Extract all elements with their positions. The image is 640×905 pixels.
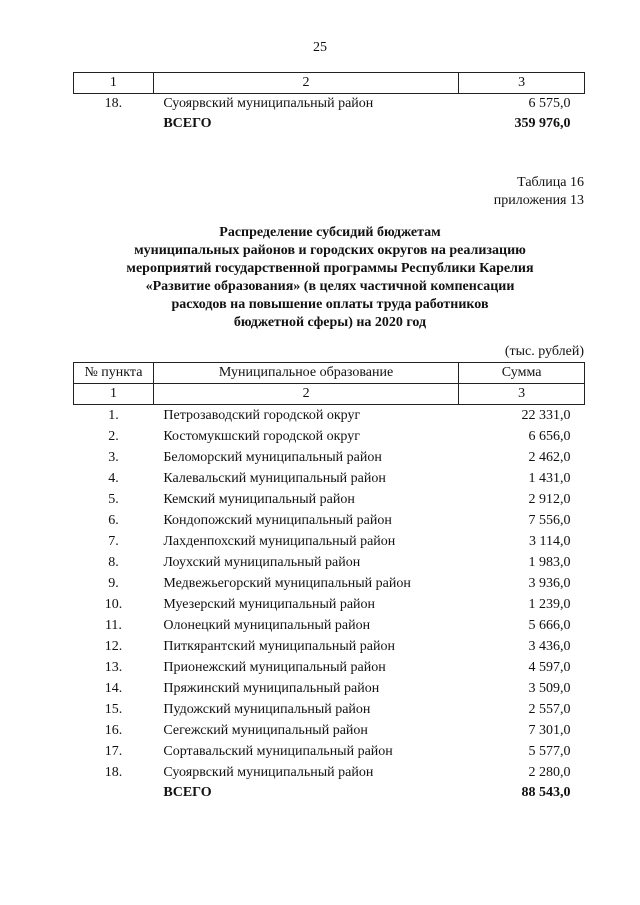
table-row: [74, 405, 585, 427]
table-row: [74, 489, 585, 510]
row-sum: 22 331,0: [521, 408, 571, 423]
table-row: [74, 741, 585, 762]
row-number: 3.: [108, 450, 119, 465]
table-row: [74, 657, 585, 678]
col-number-1: 1: [74, 384, 154, 405]
row-sum: 1 431,0: [528, 471, 571, 486]
table-row: [74, 762, 585, 783]
table-row: [74, 678, 585, 699]
table-label-appendix: приложения 13: [493, 193, 584, 208]
municipality-name: Калевальский муниципальный район: [163, 471, 386, 486]
row-sum: 3 936,0: [528, 576, 571, 591]
row-sum: 1 239,0: [528, 597, 571, 612]
municipality-name: Пряжинский муниципальный район: [163, 681, 380, 696]
table-row: [74, 510, 585, 531]
table-row: [74, 720, 585, 741]
row-number: 13.: [104, 660, 123, 675]
total-label: ВСЕГО: [163, 116, 212, 131]
continuation-table: [73, 72, 585, 134]
row-sum: 7 556,0: [528, 513, 571, 528]
subsidy-table: [73, 362, 585, 803]
row-sum: 3 436,0: [528, 639, 571, 654]
title-line: бюджетной сферы) на 2020 год: [233, 315, 427, 330]
table-row: [74, 94, 585, 115]
row-number: 2.: [108, 429, 119, 444]
row-sum: 6 575,0: [528, 96, 571, 111]
table-label-number: Таблица 16: [517, 175, 584, 190]
row-sum: 2 557,0: [528, 702, 571, 717]
row-number: 16.: [104, 723, 123, 738]
header-municipality: Муниципальное образование: [153, 363, 458, 384]
row-sum: 3 509,0: [528, 681, 571, 696]
column-number-row: [74, 73, 585, 94]
municipality-name: Лахденпохский муниципальный район: [163, 534, 396, 549]
row-sum: 7 301,0: [528, 723, 571, 738]
row-sum: 2 280,0: [528, 765, 571, 780]
row-sum: 1 983,0: [528, 555, 571, 570]
municipality-name: Суоярвский муниципальный район: [163, 96, 374, 111]
row-sum: 2 462,0: [528, 450, 571, 465]
municipality-name: Лоухский муниципальный район: [163, 555, 361, 570]
municipality-name: Беломорский муниципальный район: [163, 450, 382, 465]
table-row: [74, 573, 585, 594]
row-number: 10.: [104, 597, 123, 612]
row-sum: 4 597,0: [528, 660, 571, 675]
col-number-2: 2: [153, 384, 458, 405]
row-number: 15.: [104, 702, 123, 717]
title-line: «Развитие образования» (в целях частичной компенсации: [145, 279, 515, 294]
municipality-name: Медвежьегорский муниципальный район: [163, 576, 411, 591]
municipality-name: Петрозаводский городской округ: [163, 408, 361, 423]
row-number: 4.: [108, 471, 119, 486]
municipality-name: Муезерский муниципальный район: [163, 597, 376, 612]
col-number-1: 1: [74, 73, 154, 94]
header-row: [74, 363, 585, 384]
municipality-name: Кемский муниципальный район: [163, 492, 355, 507]
table-row: [74, 594, 585, 615]
table-row: [74, 552, 585, 573]
row-sum: 5 577,0: [528, 744, 571, 759]
table-row: [74, 426, 585, 447]
document-title: [70, 224, 590, 332]
municipality-name: Сегежский муниципальный район: [163, 723, 368, 738]
row-number: 12.: [104, 639, 123, 654]
unit-label: (тыс. рублей): [504, 344, 584, 359]
row-sum: 5 666,0: [528, 618, 571, 633]
row-number: 17.: [104, 744, 123, 759]
row-number: 9.: [108, 576, 119, 591]
table-row: [74, 615, 585, 636]
row-number: 11.: [104, 618, 122, 633]
row-number: 7.: [108, 534, 119, 549]
table-row: [74, 699, 585, 720]
row-number: 8.: [108, 555, 119, 570]
row-number: 18.: [104, 96, 123, 111]
total-sum: 359 976,0: [514, 116, 571, 131]
row-sum: 2 912,0: [528, 492, 571, 507]
header-sum: Сумма: [459, 363, 585, 384]
col-number-3: 3: [459, 73, 585, 94]
municipality-name: Сортавальский муниципальный район: [163, 744, 393, 759]
row-number: 5.: [108, 492, 119, 507]
title-line: Распределение субсидий бюджетам: [219, 225, 441, 240]
title-line: расходов на повышение оплаты труда работников: [171, 297, 489, 312]
col-number-2: 2: [153, 73, 458, 94]
column-number-row: [74, 384, 585, 405]
row-sum: 3 114,0: [529, 534, 571, 549]
municipality-name: Костомукшский городской округ: [163, 429, 360, 444]
table-row: [74, 531, 585, 552]
row-number: 6.: [108, 513, 119, 528]
row-sum: 6 656,0: [528, 429, 571, 444]
header-item-number: № пункта: [74, 363, 154, 384]
page-number: 25: [313, 40, 327, 55]
total-row: [74, 114, 585, 134]
municipality-name: Питкярантский муниципальный район: [163, 639, 395, 654]
row-number: 14.: [104, 681, 123, 696]
title-line: мероприятий государственной программы Республики Карелия: [126, 261, 534, 276]
table-row: [74, 447, 585, 468]
col-number-3: 3: [459, 384, 585, 405]
municipality-name: Кондопожский муниципальный район: [163, 513, 392, 528]
row-number: 18.: [104, 765, 123, 780]
total-sum: 88 543,0: [521, 785, 571, 800]
total-row: [74, 783, 585, 803]
municipality-name: Прионежский муниципальный район: [163, 660, 386, 675]
title-line: муниципальных районов и городских округов на реализацию: [134, 243, 526, 258]
table-row: [74, 636, 585, 657]
municipality-name: Олонецкий муниципальный район: [163, 618, 371, 633]
municipality-name: Пудожский муниципальный район: [163, 702, 371, 717]
row-number: 1.: [108, 408, 119, 423]
table-row: [74, 468, 585, 489]
municipality-name: Суоярвский муниципальный район: [163, 765, 374, 780]
total-label: ВСЕГО: [163, 785, 212, 800]
